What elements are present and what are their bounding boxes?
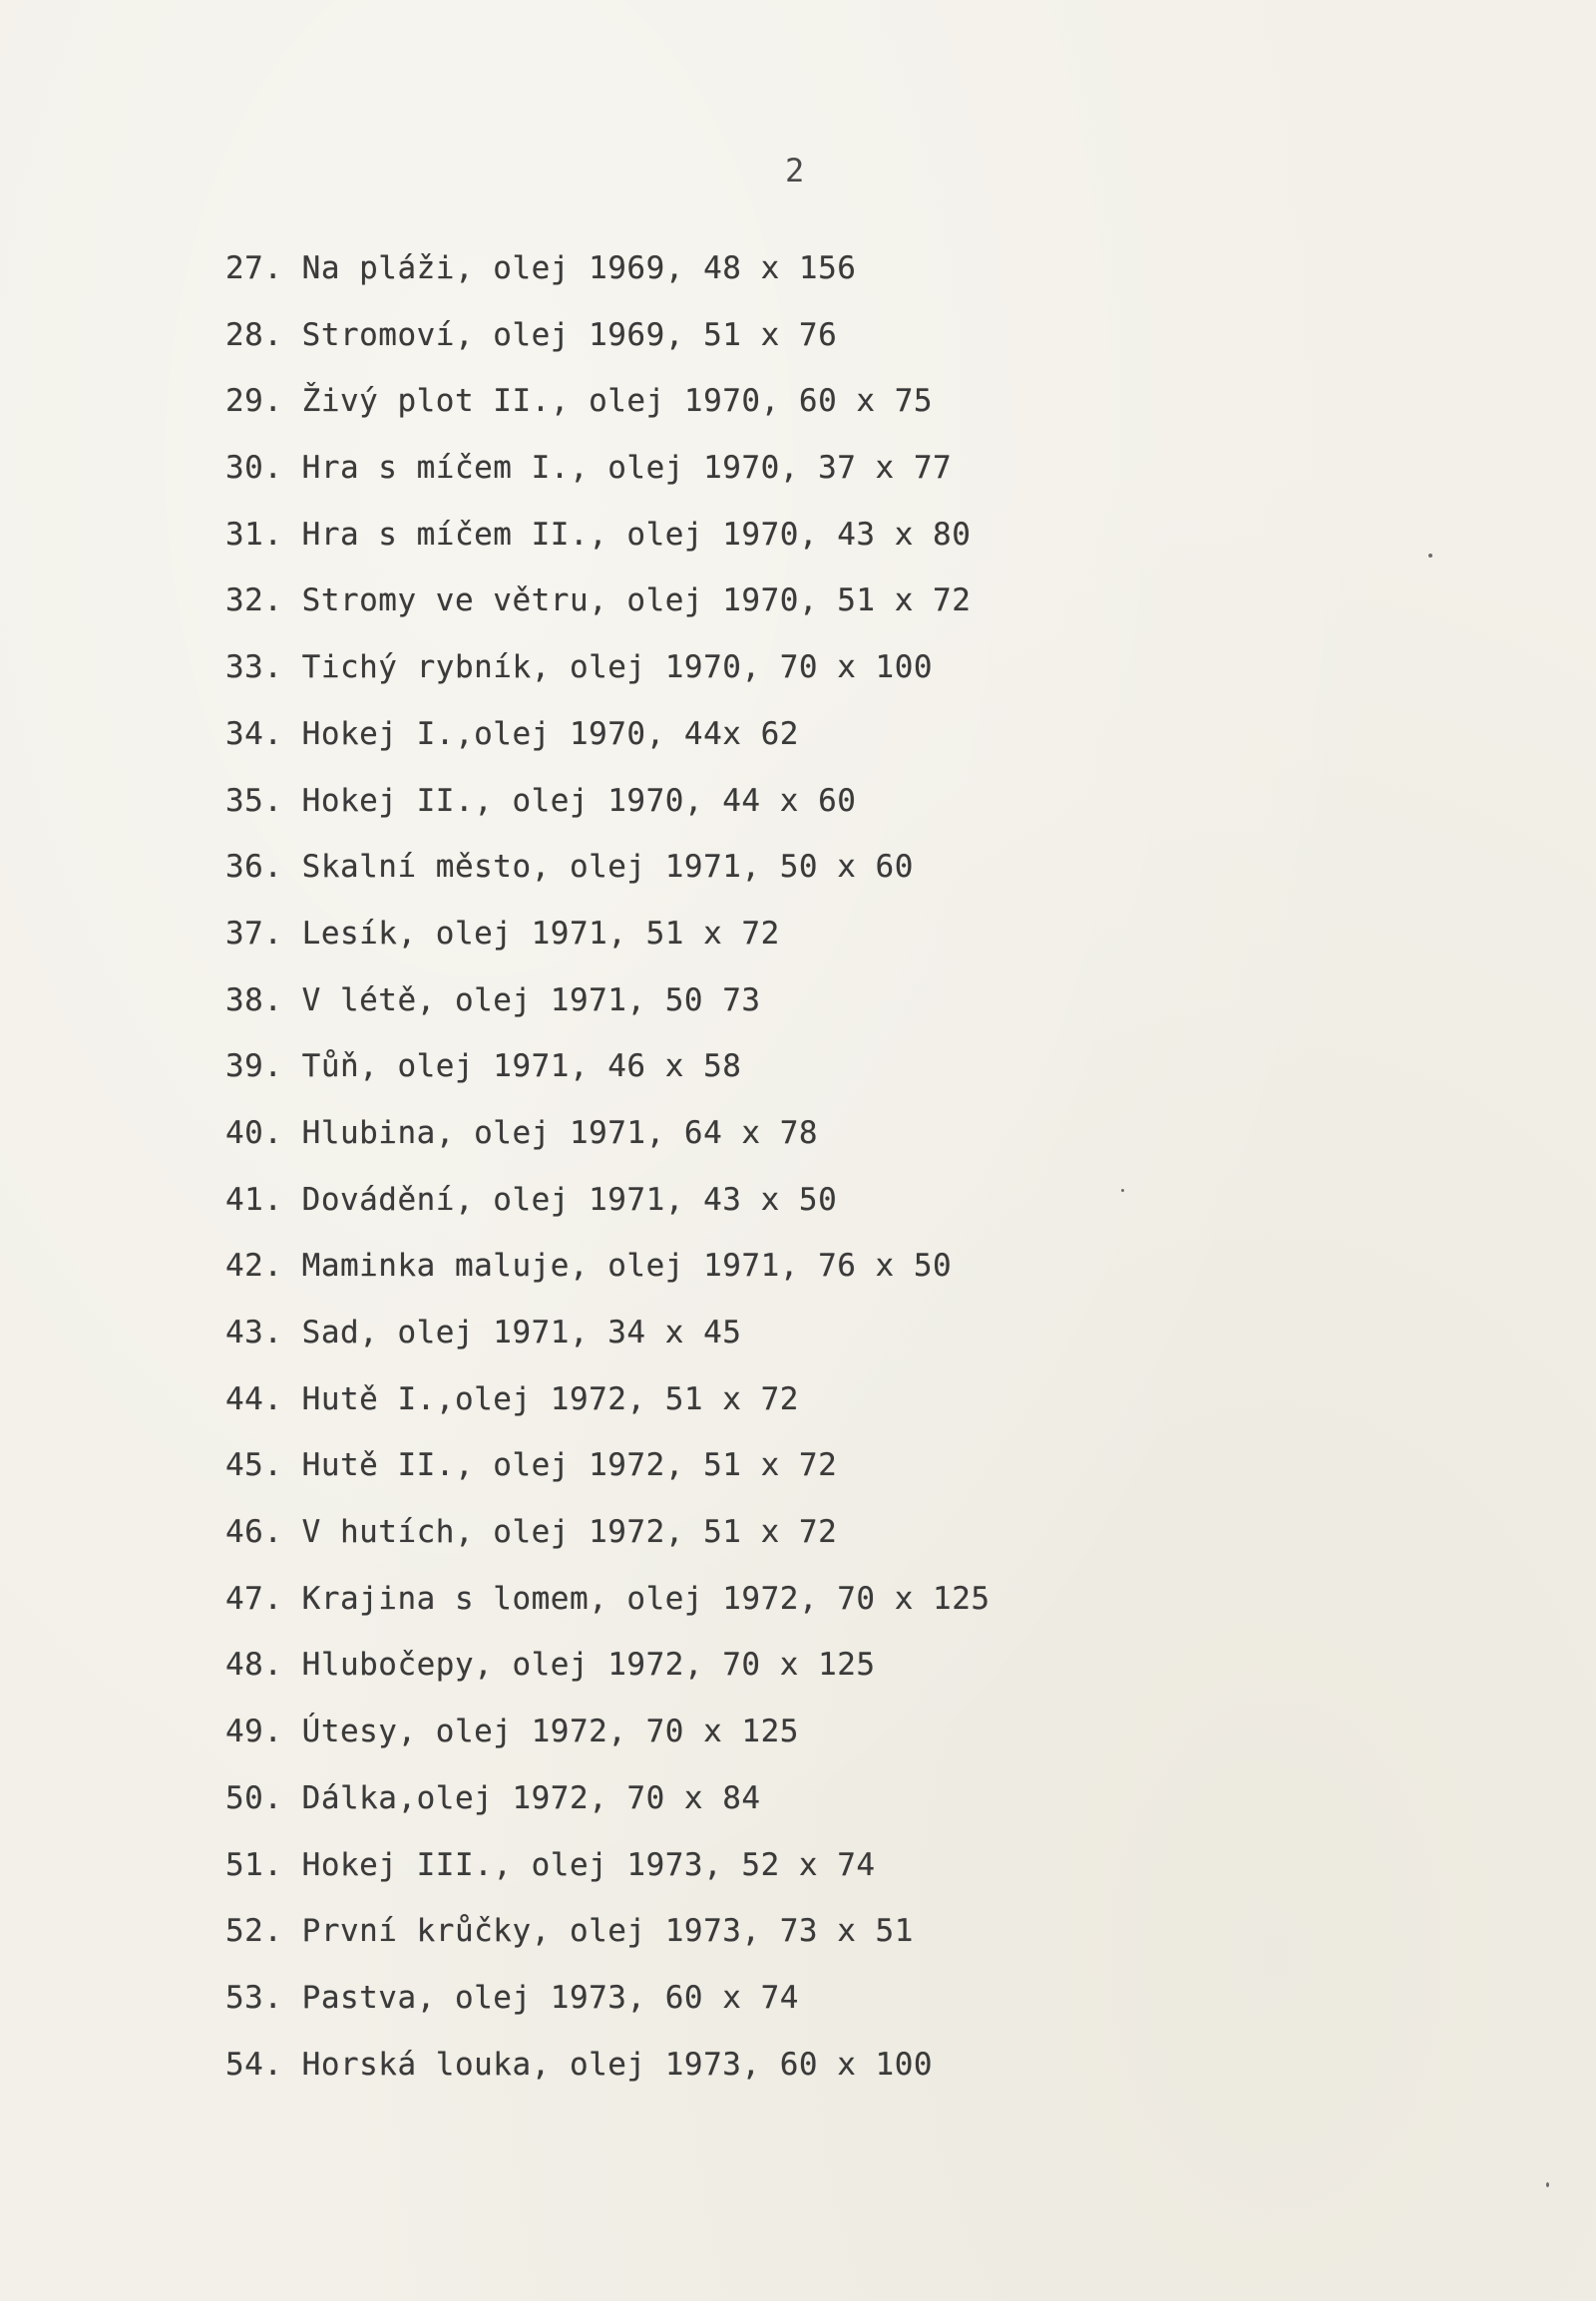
list-item: 32. Stromy ve větru, olej 1970, 51 x 72 — [225, 582, 972, 619]
list-item: 48. Hlubočepy, olej 1972, 70 x 125 — [225, 1647, 876, 1684]
list-item: 49. Útesy, olej 1972, 70 x 125 — [225, 1714, 799, 1750]
list-item: 42. Maminka maluje, olej 1971, 76 x 50 — [225, 1248, 953, 1285]
list-item: 35. Hokej II., olej 1970, 44 x 60 — [225, 782, 857, 819]
page-number: 2 — [785, 152, 806, 190]
list-item: 54. Horská louka, olej 1973, 60 x 100 — [225, 2046, 934, 2083]
list-item: 52. První krůčky, olej 1973, 73 x 51 — [225, 1913, 914, 1950]
list-item: 41. Dovádění, olej 1971, 43 x 50 — [225, 1181, 838, 1218]
list-item: 39. Tůň, olej 1971, 46 x 58 — [225, 1048, 742, 1085]
paper-speck — [1121, 1189, 1124, 1192]
list-item: 34. Hokej I.,olej 1970, 44x 62 — [225, 715, 799, 752]
paper-speck — [1428, 554, 1432, 558]
list-item: 33. Tichý rybník, olej 1970, 70 x 100 — [225, 649, 934, 686]
paper-speck — [1546, 2182, 1549, 2187]
list-item: 37. Lesík, olej 1971, 51 x 72 — [225, 915, 780, 952]
list-item: 28. Stromoví, olej 1969, 51 x 76 — [225, 316, 838, 353]
list-item: 44. Hutě I.,olej 1972, 51 x 72 — [225, 1380, 799, 1417]
list-item: 46. V hutích, olej 1972, 51 x 72 — [225, 1514, 838, 1551]
list-item: 31. Hra s míčem II., olej 1970, 43 x 80 — [225, 516, 972, 553]
artwork-list — [225, 235, 991, 2098]
list-item: 36. Skalní město, olej 1971, 50 x 60 — [225, 849, 914, 886]
list-item: 29. Živý plot II., olej 1970, 60 x 75 — [225, 383, 934, 420]
list-item: 27. Na pláži, olej 1969, 48 x 156 — [225, 250, 857, 286]
list-item: 43. Sad, olej 1971, 34 x 45 — [225, 1315, 742, 1350]
list-item: 38. V létě, olej 1971, 50 73 — [225, 981, 761, 1018]
list-item: 51. Hokej III., olej 1973, 52 x 74 — [225, 1846, 876, 1883]
list-item: 30. Hra s míčem I., olej 1970, 37 x 77 — [225, 450, 953, 487]
list-item: 50. Dálka,olej 1972, 70 x 84 — [225, 1779, 761, 1816]
list-item: 47. Krajina s lomem, olej 1972, 70 x 125 — [225, 1580, 991, 1617]
list-item: 45. Hutě II., olej 1972, 51 x 72 — [225, 1447, 838, 1484]
list-item: 40. Hlubina, olej 1971, 64 x 78 — [225, 1114, 819, 1151]
list-item: 53. Pastva, olej 1973, 60 x 74 — [225, 1979, 799, 2016]
